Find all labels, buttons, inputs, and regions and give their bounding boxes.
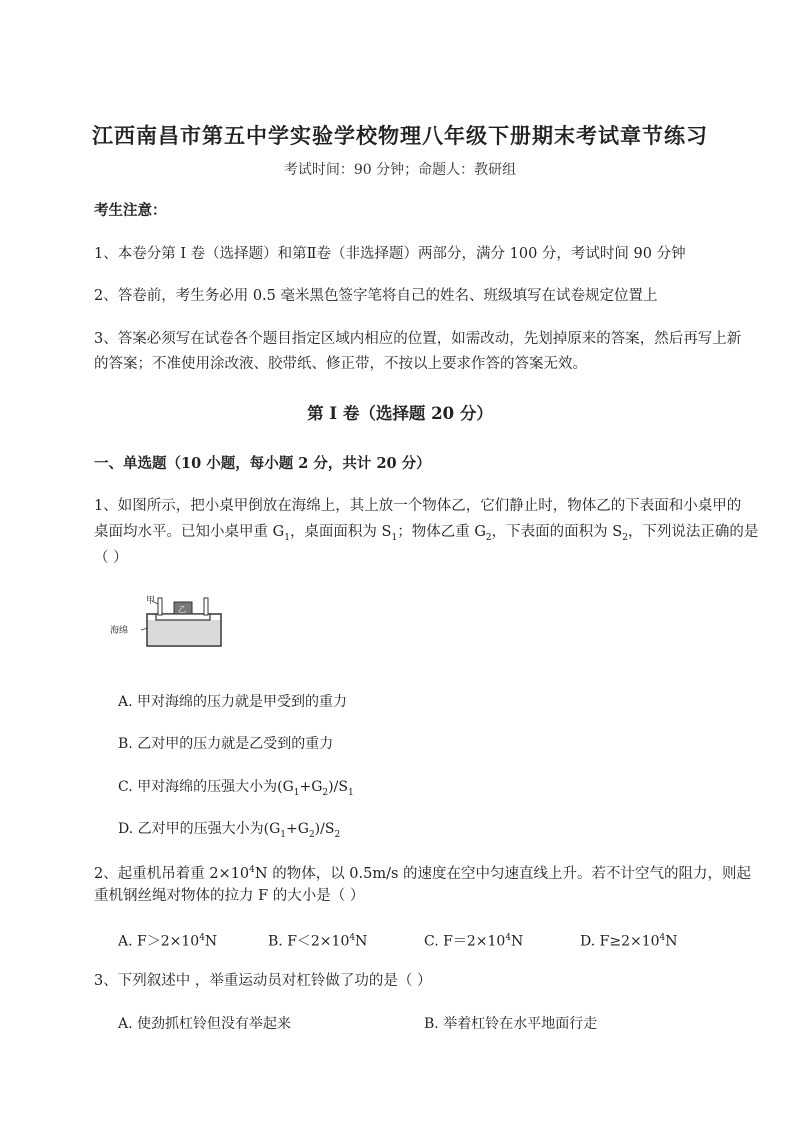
- sponge-fill: [148, 620, 220, 645]
- q3-line1: 3、下列叙述中 ，举重运动员对杠铃做了功的是（ ）: [94, 973, 432, 989]
- q1-option-c: C. 甲对海绵的压强大小为$(G_1+G_2)/S_1$: [118, 779, 354, 798]
- table-leg-left: [158, 598, 162, 615]
- notice-item-3: 3、答案必须写在试卷各个题目指定区域内相应的位置，如需改动，先划掉原来的答案，然后再写上新: [94, 331, 742, 347]
- label-yi: 乙: [178, 605, 186, 614]
- q1-answer-blank: （ ）: [94, 550, 128, 566]
- q2-line1: 2、起重机吊着重 $2\times 10^4N$ 的物体，以 0.5m/s 的速度在空中匀速直线上升。若不计空气的阻力，则起: [94, 865, 752, 882]
- q2-option-c: C. $F=2\times 10^4N$: [424, 933, 524, 950]
- table-top: [156, 614, 210, 620]
- page-title: 江西南昌市第五中学实验学校物理八年级下册期末考试章节练习: [92, 123, 708, 148]
- part-heading: 一、单选题（10 小题，每小题 2 分，共计 20 分）: [94, 455, 431, 472]
- q1-option-a: A. 甲对海绵的压力就是甲受到的重力: [118, 694, 348, 710]
- label-jia: 甲: [146, 596, 156, 606]
- q2-option-d: D. $F\ge 2\times 10^4N$: [580, 933, 678, 950]
- q1-figure: [110, 590, 235, 650]
- notice-item-3-cont: 的答案；不准使用涂改液、胶带纸、修正带，不按以上要求作答的答案无效。: [94, 356, 587, 372]
- exam-info: 考试时间：90 分钟；命题人：教研组: [283, 162, 517, 178]
- section-title: 第 I 卷（选择题 20 分）: [307, 404, 493, 423]
- q1-line1: 1、如图所示，把小桌甲倒放在海绵上，其上放一个物体乙，它们静止时，物体乙的下表面和小桌甲的: [94, 498, 742, 514]
- q1-option-b: B. 乙对甲的压力就是乙受到的重力: [118, 736, 334, 752]
- q2-option-b: B. $F<2\times 10^4N$: [268, 933, 368, 950]
- q3-option-b: B. 举着杠铃在水平地面行走: [424, 1016, 598, 1032]
- notice-item-2: 2、答卷前，考生务必用 0.5 毫米黑色签字笔将自己的姓名、班级填写在试卷规定位置上: [94, 288, 658, 304]
- notice-heading: 考生注意：: [94, 202, 167, 219]
- q1-line2: 桌面均水平。已知小桌甲重 $G_1$，桌面面积为 $S_1$；物体乙重 $G_2$，下表面的面积为 $S_2$，下列说法正确的是: [94, 524, 759, 543]
- q2-option-a: A. $F>2\times 10^4N$: [118, 933, 218, 950]
- label-sponge: 海绵: [110, 626, 129, 636]
- notice-item-1: 1、本卷分第 I 卷（选择题）和第Ⅱ卷（非选择题）两部分，满分 100 分，考试时间 90 分钟: [94, 246, 686, 262]
- table-leg-right: [204, 598, 208, 615]
- q2-line2: 重机钢丝绳对物体的拉力 F 的大小是（ ）: [94, 888, 365, 904]
- q3-option-a: A. 使劲抓杠铃但没有举起来: [118, 1016, 292, 1032]
- q1-option-d: D. 乙对甲的压强大小为$(G_1+G_2)/S_2$: [118, 821, 341, 840]
